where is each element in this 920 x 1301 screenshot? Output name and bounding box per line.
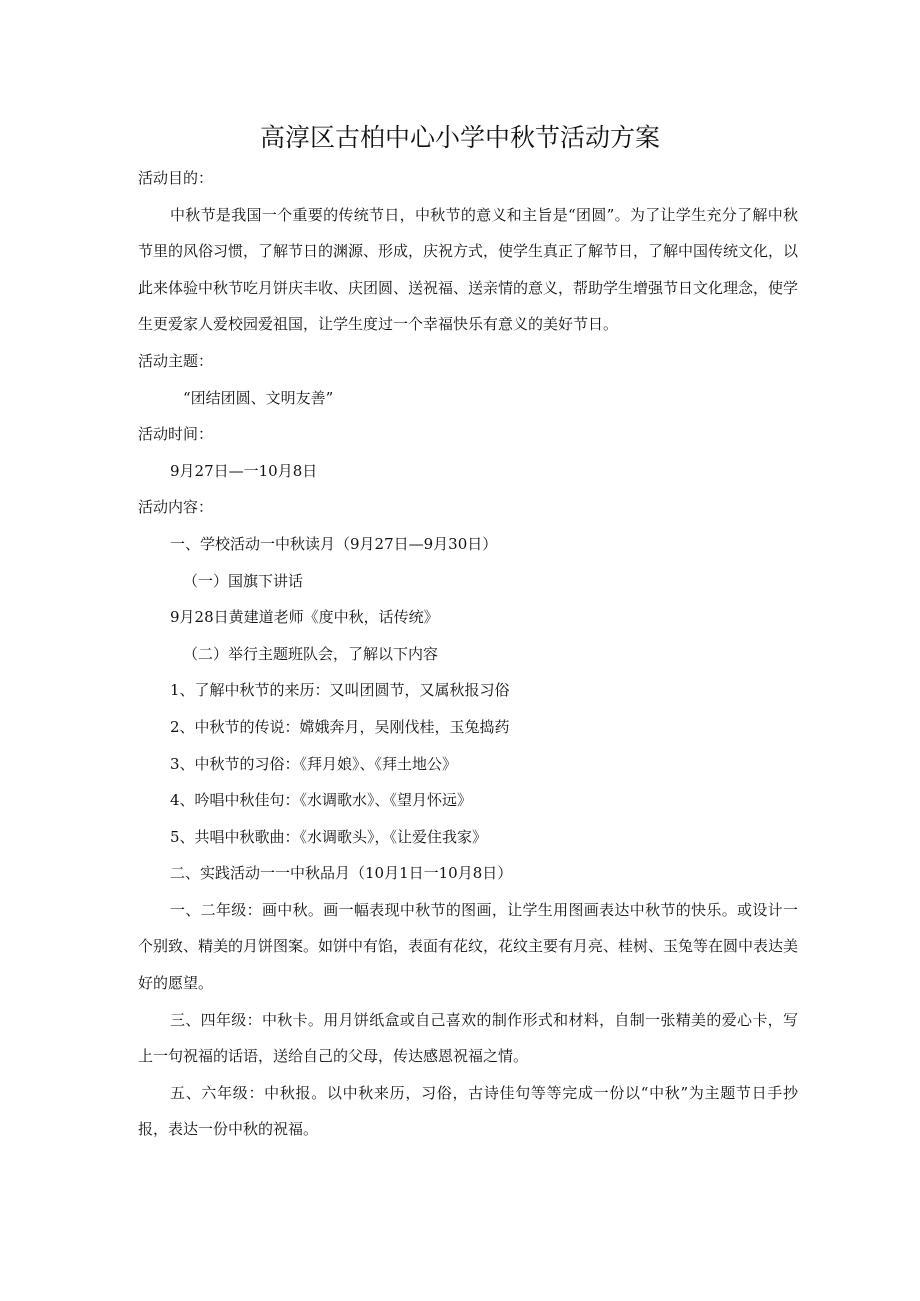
document-body [138, 160, 798, 1148]
document-title: 高淳区古柏中心小学中秋节活动方案 [259, 123, 660, 152]
list-item: 1、了解中秋节的来历：又叫团圆节，又属秋报习俗 [170, 681, 510, 700]
grade-activity-paragraph: 三、四年级：中秋卡。用月饼纸盒或自己喜欢的制作形式和材料，自制一张精美的爱心卡，写上一句祝福的话语，送给自己的父母，传达感恩祝福之情。 [138, 1010, 798, 1066]
list-item: 2、中秋节的传说：嫦娥奔月，吴刚伐桂，玉兔捣药 [170, 717, 510, 736]
part1-sub1-text: 9月28日黄建道老师《度中秋，话传统》 [170, 608, 439, 627]
theme-heading: 活动主题： [138, 351, 214, 370]
time-text: 9月27日—一10月8日 [170, 461, 318, 480]
grade-activity-paragraph: 一、二年级：画中秋。画一幅表现中秋节的图画，让学生用图画表达中秋节的快乐。或设计一个别致、精美的月饼图案。如饼中有馅，表面有花纹，花纹主要有月亮、桂树、玉兔等在圆中表达美好的愿望。 [138, 900, 799, 993]
theme-text: “团结团圆、文明友善” [183, 388, 334, 407]
part1-heading: 一、学校活动一中秋读月（9月27日—9月30日） [170, 534, 498, 553]
list-item: 3、中秋节的习俗：《拜月娘》、《拜土地公》 [170, 754, 458, 773]
time-heading: 活动时间： [138, 425, 214, 444]
content-heading: 活动内容： [138, 498, 214, 517]
grade-activity-paragraph: 五、六年级：中秋报。以中秋来历，习俗，古诗佳句等等完成一份以“中秋”为主题节日手抄报，表达一份中秋的祝福。 [138, 1083, 798, 1139]
part1-sub1-heading: （一）国旗下讲话 [183, 571, 304, 590]
list-item: 4、吟唱中秋佳句：《水调歌水》、《望月怀远》 [170, 791, 473, 810]
part2-heading: 二、实践活动一一中秋品月（10月1日一10月8日） [170, 864, 513, 883]
part1-sub2-heading: （二）举行主题班队会，了解以下内容 [183, 644, 439, 663]
purpose-paragraph: 中秋节是我国一个重要的传统节日，中秋节的意义和主旨是“团圆”。为了让学生充分了解中秋节里的风俗习惯，了解节日的渊源、形成，庆祝方式，使学生真正了解节日，了解中国传统文化，以此来体验中秋节吃月饼庆丰收、庆团圆、送祝福、送亲情的意义，帮助学生增强节日文化理念，使学生更爱家人爱校园爱祖国，让学生度过一个幸福快乐有意义的美好节日。 [138, 205, 799, 334]
list-item: 5、共唱中秋歌曲：《水调歌头》，《让爱住我家》 [170, 827, 488, 846]
purpose-heading: 活动目的： [138, 169, 214, 187]
